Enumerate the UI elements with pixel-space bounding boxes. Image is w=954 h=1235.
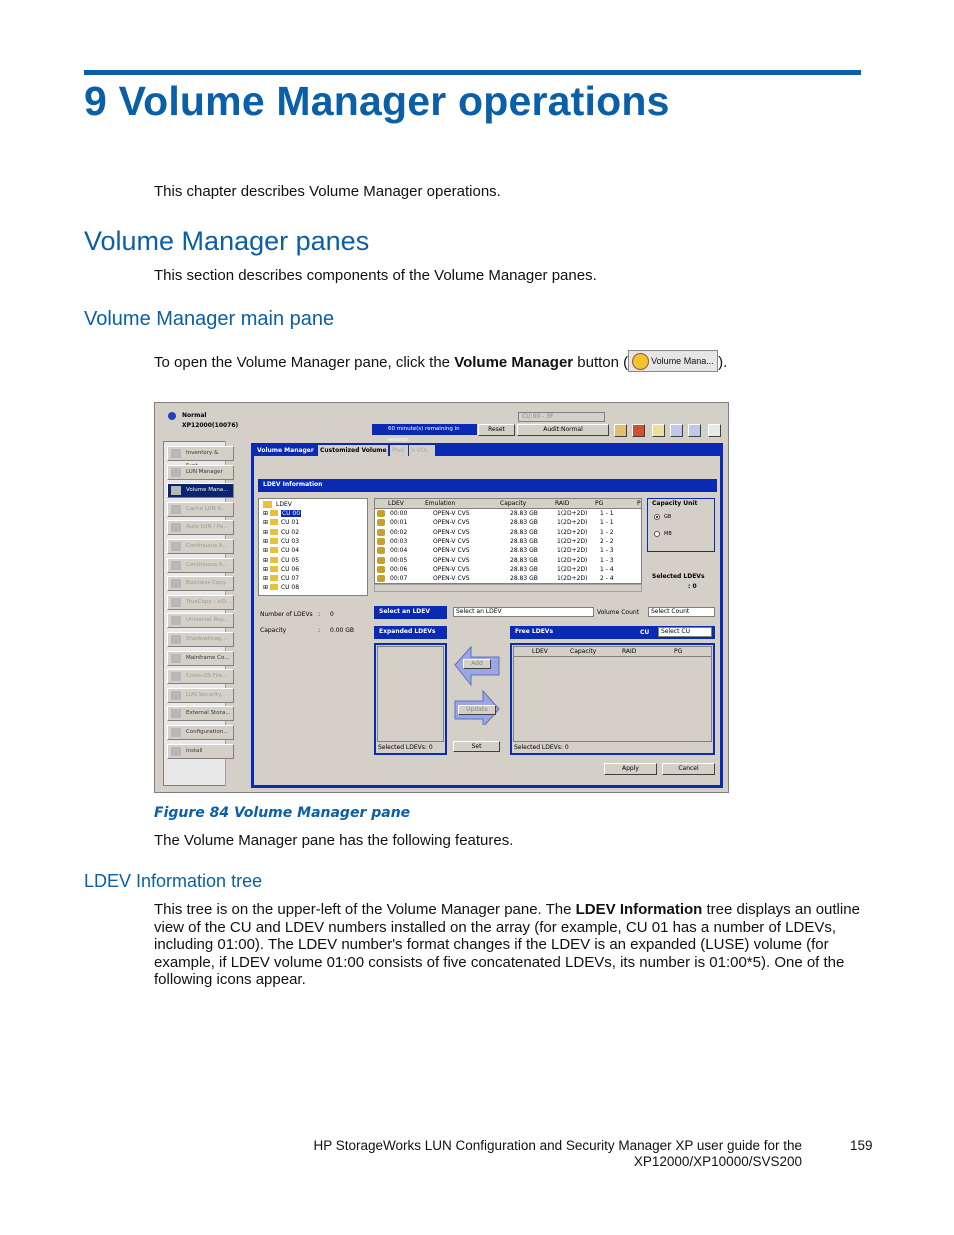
folder-icon xyxy=(270,519,278,525)
nav-item-icon xyxy=(171,709,181,718)
select-ldev-bar: Select an LDEV xyxy=(374,606,447,619)
selected-ldevs-left: Selected LDEVs: 0 xyxy=(378,744,433,751)
tab-customized-volume[interactable]: Customized Volume xyxy=(320,447,387,454)
table-cell: 1 - 3 xyxy=(600,556,614,564)
table-cell: OPEN-V CVS xyxy=(433,565,470,573)
update-button[interactable]: Update xyxy=(458,705,496,715)
tree-node[interactable] xyxy=(263,518,299,527)
table-cell: 28.83 GB xyxy=(510,528,538,536)
tree-node[interactable] xyxy=(263,583,299,592)
free-table-column-header[interactable]: PG xyxy=(674,648,683,655)
nav-item[interactable]: Inventory & xyxy=(167,446,234,461)
toolbar-icon-3[interactable] xyxy=(652,424,665,437)
audit-button[interactable]: Audit:Normal xyxy=(517,424,609,436)
figure-caption: Figure 84 Volume Manager pane xyxy=(154,805,411,821)
status-icon xyxy=(168,412,176,420)
table-cell: 1(2D+2D) xyxy=(557,575,588,583)
ldev-tree-text-b: tree displays an outline view of the CU and LDEV numbers installed on the array (for example, CU 01 has a number of LDEVs, including 01:00). The LDEV number's format changes if the LDEV is an expanded (LUSE) volume (for example, if LDEV volume 01:00 consists of five concatenated LDEVs, its number is 01:00*5). One of the following icons appear. xyxy=(154,901,860,988)
table-cell: OPEN-V CVS xyxy=(433,519,470,527)
free-ldevs-bar: Free LDEVs xyxy=(510,626,715,639)
nav-item-icon xyxy=(171,561,181,570)
ldev-icon xyxy=(377,529,385,536)
selected-ldevs-right: Selected LDEVs: 0 xyxy=(514,744,569,751)
expand-icon[interactable]: ⊞ xyxy=(263,537,270,545)
table-column-header[interactable]: RAID xyxy=(555,500,570,507)
table-cell: OPEN-V CVS xyxy=(433,547,470,555)
nav-item-icon xyxy=(171,747,181,756)
table-cell: 1(2D+2D) xyxy=(557,528,588,536)
nav-item-icon xyxy=(171,468,181,477)
nav-item-icon xyxy=(171,616,181,625)
table-cell: 00:06 xyxy=(390,565,408,573)
free-table-column-header[interactable]: LDEV xyxy=(532,648,548,655)
tab-volume-manager[interactable]: Volume Manager xyxy=(254,445,316,456)
table-column-header[interactable]: P xyxy=(637,500,641,507)
capacity-value: 0.00 GB xyxy=(330,627,355,634)
tree-node[interactable] xyxy=(263,574,299,583)
table-cell: 1 - 3 xyxy=(600,547,614,555)
nav-item-icon xyxy=(171,654,181,663)
table-cell: 28.83 GB xyxy=(510,565,538,573)
nav-item-icon xyxy=(171,635,181,644)
table-cell: 00:05 xyxy=(390,556,408,564)
footer xyxy=(289,1138,802,1170)
table-column-header[interactable]: PG xyxy=(595,500,604,507)
folder-icon xyxy=(270,575,278,581)
toolbar-icon-5[interactable] xyxy=(688,424,701,437)
mb-label: MB xyxy=(664,531,672,537)
open-text-bold: Volume Manager xyxy=(454,354,574,371)
tree-node-label: CU 05 xyxy=(280,556,300,564)
nav-item-icon xyxy=(171,579,181,588)
ldev-icon xyxy=(377,575,385,582)
table-row[interactable] xyxy=(375,556,641,565)
nav-item[interactable]: Universal Rep... xyxy=(167,613,234,628)
nav-item-icon xyxy=(171,672,181,681)
expand-icon[interactable]: ⊞ xyxy=(263,556,270,564)
tab-v-vol[interactable]: V-VOL xyxy=(409,445,435,456)
open-text-a: To open the Volume Manager pane, click the xyxy=(154,354,455,371)
nav-item[interactable]: Configuration... xyxy=(167,725,234,740)
nav-item-icon xyxy=(171,728,181,737)
tree-node[interactable] xyxy=(263,537,299,546)
ldev-icon xyxy=(377,510,385,517)
table-cell: OPEN-V CVS xyxy=(433,510,470,517)
nav-item[interactable]: Install xyxy=(167,744,234,759)
tree-node-label: CU 03 xyxy=(280,537,300,545)
nav-item[interactable]: Business Copy xyxy=(167,576,234,591)
nav-item-icon xyxy=(171,598,181,607)
expanded-ldevs-list[interactable] xyxy=(377,646,444,742)
tree-node[interactable] xyxy=(263,509,301,518)
ldev-icon xyxy=(377,547,385,554)
table-cell: 1 - 1 xyxy=(600,510,614,517)
volume-count-label: Volume Count xyxy=(597,609,640,616)
cu-label: CU xyxy=(640,629,650,636)
free-ldevs-table xyxy=(513,646,712,742)
table-cell: 00:00 xyxy=(390,510,408,517)
ldev-icon xyxy=(377,566,385,573)
folder-icon xyxy=(270,557,278,563)
table-column-header[interactable]: Emulation xyxy=(425,500,456,507)
session-timer: 60 minute(s) remaining in session. xyxy=(372,424,477,435)
expanded-ldevs-bar: Expanded LDEVs xyxy=(374,626,447,639)
folder-icon xyxy=(263,501,272,508)
footer-line2: XP12000/XP10000/SVS200 xyxy=(633,1154,802,1169)
free-table-column-header[interactable]: RAID xyxy=(622,648,637,655)
nav-item[interactable]: Continuous A... xyxy=(167,539,234,554)
folder-icon xyxy=(270,547,278,553)
ldev-tree-text-a: This tree is on the upper-left of the Volume Manager pane. The xyxy=(154,901,576,918)
table-cell: OPEN-V CVS xyxy=(433,575,470,583)
add-button[interactable]: Add xyxy=(463,659,491,669)
section-title: Volume Manager panes xyxy=(84,226,370,256)
expand-icon[interactable]: ⊞ xyxy=(263,510,270,517)
table-cell: 1 - 1 xyxy=(600,519,614,527)
status-text: Normal xyxy=(182,412,207,419)
table-hscroll[interactable] xyxy=(374,584,642,592)
nav-item[interactable]: Mainframe Co... xyxy=(167,651,234,666)
tab-pool[interactable]: Pool xyxy=(390,445,408,456)
chapter-rule xyxy=(84,70,861,75)
table-cell: 28.83 GB xyxy=(510,547,538,555)
table-row[interactable] xyxy=(375,518,641,527)
folder-icon xyxy=(270,584,278,590)
table-column-header[interactable]: LDEV xyxy=(388,500,404,507)
tree-node[interactable] xyxy=(263,565,299,574)
footer-line1: HP StorageWorks LUN Configuration and Security Manager XP user guide for the xyxy=(313,1138,802,1153)
nav-item-icon xyxy=(171,523,181,532)
nav-item[interactable]: Cross-OS File... xyxy=(167,669,234,684)
chapter-intro: This chapter describes Volume Manager operations. xyxy=(154,183,501,200)
ldev-tree-paragraph xyxy=(154,901,862,989)
table-cell: 28.83 GB xyxy=(510,519,538,527)
tree-node-label: CU 04 xyxy=(280,547,300,555)
ldev-icon xyxy=(377,538,385,545)
nav-item[interactable]: ShadowImag... xyxy=(167,632,234,647)
toolbar-icon-6[interactable] xyxy=(708,424,721,437)
select-ldev-dropdown[interactable]: Select an LDEV xyxy=(453,607,594,617)
tree-node-label: CU 02 xyxy=(280,528,300,536)
expand-icon[interactable]: ⊞ xyxy=(263,575,270,583)
table-cell: OPEN-V CVS xyxy=(433,556,470,564)
inline-button-label: Volume Mana... xyxy=(651,356,714,366)
number-of-ldevs-value: 0 xyxy=(330,611,334,618)
tree-node-label: CU 06 xyxy=(280,565,300,573)
set-button[interactable]: Set xyxy=(453,741,500,752)
table-cell: 1 - 2 xyxy=(600,528,614,536)
apply-button[interactable]: Apply xyxy=(604,763,657,775)
table-cell: 00:07 xyxy=(390,575,408,583)
table-cell: 1(2D+2D) xyxy=(557,519,588,527)
cu-range-select[interactable]: CU:00 - 3F xyxy=(518,412,605,422)
section-intro: This section describes components of the Volume Manager panes. xyxy=(154,267,597,284)
table-cell: 28.83 GB xyxy=(510,510,538,517)
ldev-icon xyxy=(377,557,385,564)
tree-node-label: CU 08 xyxy=(280,584,300,592)
table-cell: OPEN-V CVS xyxy=(433,537,470,545)
nav-item[interactable]: Continuous A... xyxy=(167,558,234,573)
nav-item-icon xyxy=(171,542,181,551)
subsection-title: Volume Manager main pane xyxy=(84,308,335,330)
table-row[interactable] xyxy=(375,574,641,583)
table-row[interactable] xyxy=(375,546,641,555)
tree-node[interactable] xyxy=(263,556,299,565)
toolbar-icon-4[interactable] xyxy=(670,424,683,437)
number-colon: : xyxy=(318,611,321,618)
table-cell: 00:04 xyxy=(390,547,408,555)
reset-button[interactable]: Reset xyxy=(478,424,515,436)
expand-icon[interactable]: ⊞ xyxy=(263,547,270,555)
folder-icon xyxy=(270,566,278,572)
tree-node-label: CU 00 xyxy=(281,510,301,517)
nav-item-icon xyxy=(171,691,181,700)
table-cell: 1(2D+2D) xyxy=(557,510,588,517)
volume-manager-screenshot xyxy=(154,402,729,793)
nav-item[interactable]: Auto LUN / Pe... xyxy=(167,520,234,535)
expand-icon[interactable]: ⊞ xyxy=(263,565,270,573)
table-cell: 1 - 4 xyxy=(600,565,614,573)
page-number: 159 xyxy=(850,1138,873,1153)
nav-item[interactable]: External Stora... xyxy=(167,706,234,721)
table-cell: 1(2D+2D) xyxy=(557,565,588,573)
array-name: XP12000(10076) xyxy=(182,422,239,429)
capacity-unit-label: Capacity Unit xyxy=(652,500,698,507)
folder-icon xyxy=(270,538,278,544)
select-count-dropdown[interactable]: Select Count xyxy=(648,607,715,617)
table-cell: 28.83 GB xyxy=(510,575,538,583)
tree-node[interactable] xyxy=(263,528,299,537)
chapter-title: 9 Volume Manager operations xyxy=(84,78,670,124)
ldev-icon xyxy=(377,519,385,526)
nav-item[interactable]: Volume Mana... xyxy=(167,483,234,498)
table-cell: 28.83 GB xyxy=(510,537,538,545)
table-row[interactable] xyxy=(375,565,641,574)
nav-item-icon xyxy=(171,486,181,495)
folder-icon xyxy=(270,510,278,516)
ldev-tree-text-bold: LDEV Information xyxy=(575,901,703,918)
open-text-b: button ( xyxy=(573,354,629,371)
table-cell: 1(2D+2D) xyxy=(557,556,588,564)
table-cell: 28.83 GB xyxy=(510,556,538,564)
table-cell: OPEN-V CVS xyxy=(433,528,470,536)
table-cell: 1(2D+2D) xyxy=(557,547,588,555)
tree-node-label: CU 01 xyxy=(280,519,300,527)
tree-root[interactable]: LDEV xyxy=(276,501,292,508)
ldev-tree[interactable] xyxy=(258,498,368,596)
selected-ldevs-label: Selected LDEVs xyxy=(652,573,705,580)
ldev-tree-title: LDEV Information tree xyxy=(84,871,263,891)
nav-item[interactable]: LUN Manager xyxy=(167,465,234,480)
toolbar-icon-1[interactable] xyxy=(614,424,627,437)
ldev-information-bar: LDEV Information xyxy=(258,479,717,492)
nav-item[interactable]: LUN Security... xyxy=(167,688,234,703)
open-text-c: ). xyxy=(718,354,728,371)
volume-manager-icon xyxy=(632,353,649,370)
table-cell: 00:02 xyxy=(390,528,408,536)
tree-node-label: CU 07 xyxy=(280,575,300,583)
table-cell: 2 - 4 xyxy=(600,575,614,583)
expand-icon[interactable]: ⊞ xyxy=(263,528,270,536)
capacity-colon: : xyxy=(318,627,321,634)
table-cell: 2 - 2 xyxy=(600,537,614,545)
table-row[interactable] xyxy=(375,537,641,546)
table-cell: 00:03 xyxy=(390,537,408,545)
expand-icon[interactable]: ⊞ xyxy=(263,519,270,527)
table-cell: 00:01 xyxy=(390,519,408,527)
select-cu-dropdown[interactable]: Select CU xyxy=(658,627,712,637)
selected-ldevs-value: : 0 xyxy=(688,583,697,590)
inline-volume-manager-button xyxy=(628,350,718,372)
tree-node[interactable] xyxy=(263,546,299,555)
capacity-label: Capacity xyxy=(260,627,287,634)
open-instructions xyxy=(154,350,727,372)
figure-after-text: The Volume Manager pane has the following features. xyxy=(154,832,514,849)
nav-item[interactable]: TrueCopy - z/O... xyxy=(167,595,234,610)
table-row[interactable] xyxy=(375,528,641,537)
table-column-header[interactable]: Capacity xyxy=(500,500,527,507)
nav-item[interactable]: Cache LUN X... xyxy=(167,502,234,517)
gb-radio[interactable] xyxy=(654,514,660,520)
nav-item-icon xyxy=(171,505,181,514)
nav-item-icon xyxy=(171,449,181,458)
table-row[interactable] xyxy=(375,509,641,518)
expand-icon[interactable]: ⊞ xyxy=(263,584,270,592)
free-table-column-header[interactable]: Capacity xyxy=(570,648,597,655)
table-cell: 1(2D+2D) xyxy=(557,537,588,545)
number-of-ldevs-label: Number of LDEVs xyxy=(260,611,313,618)
cancel-button[interactable]: Cancel xyxy=(662,763,715,775)
gb-label: GB xyxy=(664,514,672,520)
toolbar-icon-2[interactable] xyxy=(632,424,645,437)
mb-radio[interactable] xyxy=(654,531,660,537)
ldev-table xyxy=(374,498,642,584)
folder-icon xyxy=(270,529,278,535)
